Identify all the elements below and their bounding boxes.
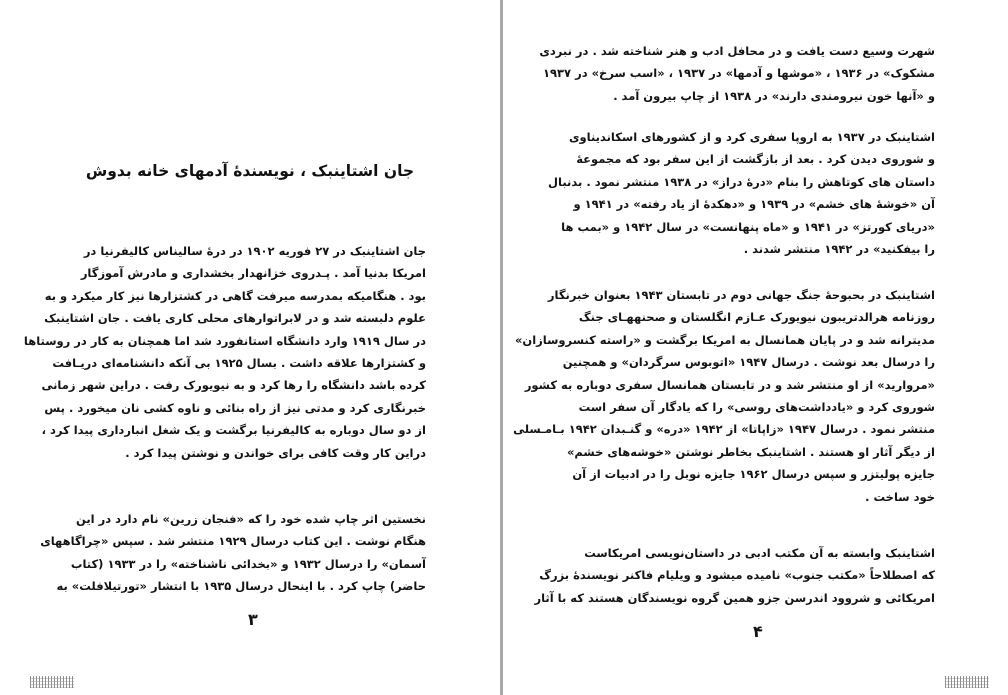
paragraph-2 (548, 126, 935, 260)
text-line: در سال ۱۹۱۹ وارد دانشگاه استانفورد شد اما همچنان به کار در روستاها (23, 333, 426, 348)
text-line: که اصطلاحاً «مکتب جنوب» نامیده میشود و ویلیام فاکنر نویسندهٔ بزرگ (539, 568, 935, 583)
text-line: علوم دلبسته شد و در لابراتوارهای محلی کاری یافت . جان اشتاینبک (44, 311, 426, 326)
text-line: اشتاینبک وابسته به آن مکتب ادبی در داستان‌نویسی امریکاست (584, 546, 935, 560)
text-line: دراین کار وقت کافی برای خواندن و نوشتن پیدا کرد . (125, 445, 426, 460)
text-line: از دیگر آثار او هستند . اشتاینبک بخاطر نوشتن «خوشه‌های خشم» (566, 444, 935, 459)
text-line: اشتاینبک در بحبوحهٔ جنگ جهانی دوم در تابستان ۱۹۴۳ بعنوان خبرنگار (547, 288, 935, 302)
scan-artifact (945, 676, 989, 688)
text-line: و «آنها خون نیرومندی دارند» در ۱۹۳۸ از چاپ بیرون آمد . (613, 88, 935, 103)
text-line: مشکوک» در ۱۹۳۶ ، «موشها و آدمها» در ۱۹۳۷ ، «اسب سرخ» در ۱۹۳۷ (543, 66, 935, 81)
text-line: را درسال بعد نوشت . درسال ۱۹۴۷ «اتوبوس سرگردان» و همچنین (562, 355, 935, 370)
text-line: کرده باشد دانشگاه را رها کرد و به نیویورک رفت . دراین شهر زمانی (41, 378, 426, 393)
left-page (0, 0, 500, 695)
text-line: جایزه پولیتزر و سپس درسال ۱۹۶۲ جایزه نوبل را در ادبیات از آن (572, 467, 935, 482)
text-line: خبرنگاری کرد و مدتی نیز از راه بنائی و ناوه کشی نان میخورد . پس (44, 400, 426, 415)
text-line: «دریای کورتز» در ۱۹۴۱ و «ماه پنهانست» در سال ۱۹۴۲ و «بمب ها (561, 219, 935, 234)
paragraph-2 (40, 508, 426, 598)
text-line: روزنامه هرالدتریبون نیویورک عـازم انگلستان و صحنههـای جنگ (578, 310, 935, 325)
text-line: آسمان» را درسال ۱۹۳۲ و «بخدائی ناشناخته» را در ۱۹۳۳ (کتاب (70, 556, 426, 571)
page-number: ۳ (248, 610, 258, 629)
page-number: ۴ (753, 622, 763, 641)
text-line: «مروارید» از او منتشر شد و در تابستان همانسال سفری دوباره به کشور (524, 377, 935, 392)
chapter-title: جان اشتاینبک ، نویسندهٔ آدمهای خانه بدوش (85, 162, 415, 180)
text-line: شوروی کرد و «یادداشت‌های روسی» را که یادگار آن سفر است (578, 399, 935, 414)
paragraph-1 (539, 40, 935, 107)
text-line: اشتاینبک در ۱۹۳۷ به اروپا سفری کرد و از کشورهای اسکاندیناوی (568, 130, 935, 144)
right-page (503, 0, 1008, 695)
paragraph-4 (534, 542, 935, 609)
paragraph-1 (23, 240, 426, 464)
text-line: خود ساخت . (865, 489, 935, 504)
text-line: هنگام نوشت . این کتاب درسال ۱۹۲۹ منتشر شد . سپس «چراگاههای (40, 534, 426, 549)
text-line: داستان های کوتاهش را بنام «درهٔ دراز» در ۱۹۳۸ منتشر نمود . بدنبال (548, 174, 935, 189)
text-line: نخستین اثر چاپ شده خود را که «فنجان زرین» نام دارد در این (75, 512, 426, 526)
text-line: حاضر) چاپ کرد . با اینحال درسال ۱۹۳۵ با انتشار «تورتیلافلت» به (56, 579, 426, 594)
text-line: جان اشتاینبک در ۲۷ فوریه ۱۹۰۲ در درهٔ سالیناس کالیفرنیا در (83, 244, 426, 258)
text-line: و کشتزارها علاقه داشت . بسال ۱۹۲۵ بی آنکه دانشنامه‌ای دریـافت (52, 355, 426, 370)
text-line: مدیترانه شد و در پایان همانسال به امریکا برگشت و «راسته کنسروسازان» (514, 332, 935, 347)
text-line: امریکا بدنیا آمد . پـدروی خزانهدار بخشداری و مادرش آموزگار (80, 266, 426, 281)
paragraph-3 (513, 284, 935, 508)
text-line: بود . هنگامیکه بمدرسه میرفت گاهی در کشتزارها نیز کار میکرد و به (44, 288, 426, 303)
text-line: را بیفکنید» در ۱۹۴۲ منتشر شدند . (743, 241, 935, 256)
text-line: امریکائی و شروود اندرسن جزو همین گروه نویسندگان هستند که با آثار (534, 590, 935, 605)
text-line: از دو سال دوباره به کالیفرنیا برگشت و یک شغل انبارداری پیدا کرد ، (41, 423, 426, 438)
text-line: آن «خوشهٔ های خشم» در ۱۹۳۹ و «دهکدهٔ از یاد رفته» در ۱۹۴۱ و (573, 197, 935, 212)
text-line: شهرت وسیع دست یافت و در محافل ادب و هنر شناخته شد . در نبردی (539, 44, 935, 58)
scan-artifact (30, 676, 74, 688)
text-line: منتشر نمود . درسال ۱۹۴۷ «زاپاتا» از ۱۹۴۲ «دره» و گنـبدان ۱۹۴۲ بـامـسلی (513, 422, 935, 437)
text-line: و شوروی دیدن کرد . بعد از بازگشت از این سفر بود که مجموعهٔ (576, 152, 935, 167)
